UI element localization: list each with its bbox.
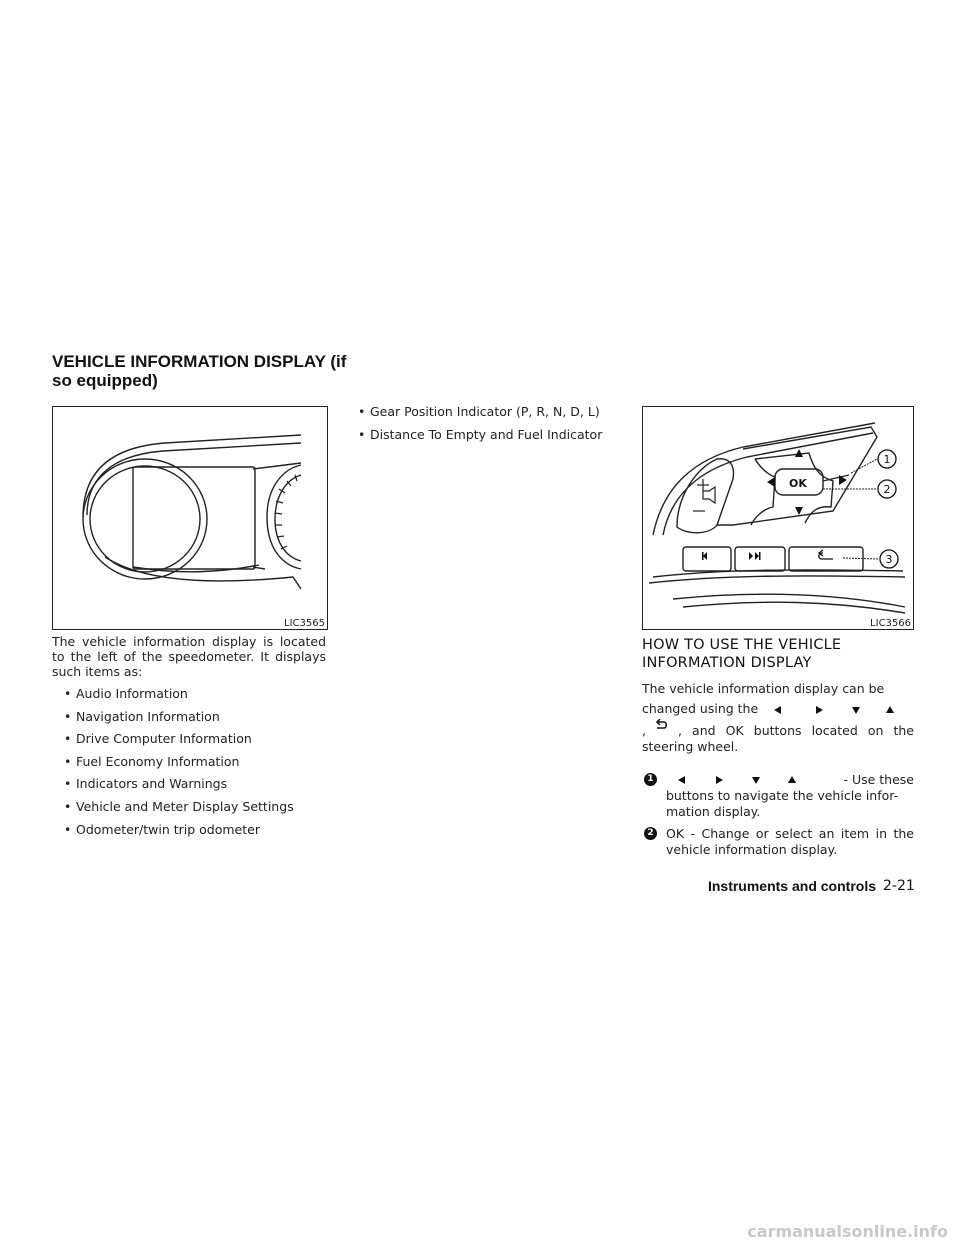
item-1-line3: mation display. [666,804,761,819]
ok-button-label: OK [789,477,807,490]
p1-line1: The vehicle information display can be [642,681,885,696]
how-to-heading [642,636,922,672]
steering-switch-illustration [643,407,913,619]
items-list [58,686,328,844]
how-to-heading-line1: HOW TO USE THE VEHICLE [642,637,842,653]
meter-cluster-figure [52,406,328,630]
right-arrow-icon [816,706,823,714]
right-arrow-icon [716,776,723,784]
section-title: VEHICLE INFORMATION DISPLAY (if so equipped) [52,352,347,390]
list-item: • Drive Computer Information [58,731,328,754]
p1-using: changed using the [642,701,759,716]
list-item: • Fuel Economy Information [58,754,328,777]
items-list-continued [352,404,622,449]
callout-1: 1 [883,453,891,466]
list-item: • Odometer/twin trip odometer [58,822,328,845]
p1-comma: , [642,723,646,738]
item-1-dash: - Use these [843,772,914,787]
item-2-text: OK - Change or select an item in the [666,826,914,841]
figure-code: LIC3566 [870,618,911,629]
list-item: • Vehicle and Meter Display Settings [58,799,328,822]
steering-switch-figure [642,406,914,630]
callout-number-icon: 1 [644,773,657,786]
p1-line3 [642,723,914,739]
page-number: 2-21 [883,878,915,894]
item-2 [642,826,914,858]
down-arrow-icon [852,707,860,714]
callout-number-icon: 2 [644,827,657,840]
p1-line2 [642,701,914,723]
back-icon [654,719,668,731]
watermark-text: carmanualsonline.info [747,1222,948,1241]
list-item: • Indicators and Warnings [58,776,328,799]
list-item: • Distance To Empty and Fuel Indicator [352,427,622,450]
how-to-heading-line2: INFORMATION DISPLAY [642,655,812,671]
list-item: • Navigation Information [58,709,328,732]
watermark-bar [0,1222,960,1242]
left-arrow-icon [774,706,781,714]
intro-paragraph: The vehicle information display is located to the left of the speedometer. It displays such items as: [52,634,326,679]
footer-chapter-title: Instruments and controls [707,878,876,894]
meter-cluster-illustration [53,407,327,617]
list-item: • Gear Position Indicator (P, R, N, D, L) [352,404,622,427]
item-2-line1 [642,826,914,842]
item-1 [642,772,914,820]
callout-2: 2 [883,483,891,496]
item-2-line2: vehicle information display. [666,842,838,857]
down-arrow-icon [752,777,760,784]
list-item: • Audio Information [58,686,328,709]
how-to-paragraph [642,681,914,755]
p1-line4: steering wheel. [642,739,739,754]
item-1-line2: buttons to navigate the vehicle infor- [666,788,899,803]
p1-rest: , and OK buttons located on the [678,723,914,738]
callout-3: 3 [885,553,893,566]
left-arrow-icon [678,776,685,784]
up-arrow-icon [788,776,796,783]
up-arrow-icon [886,706,894,713]
item-1-line1 [642,772,914,788]
figure-code: LIC3565 [284,618,325,629]
